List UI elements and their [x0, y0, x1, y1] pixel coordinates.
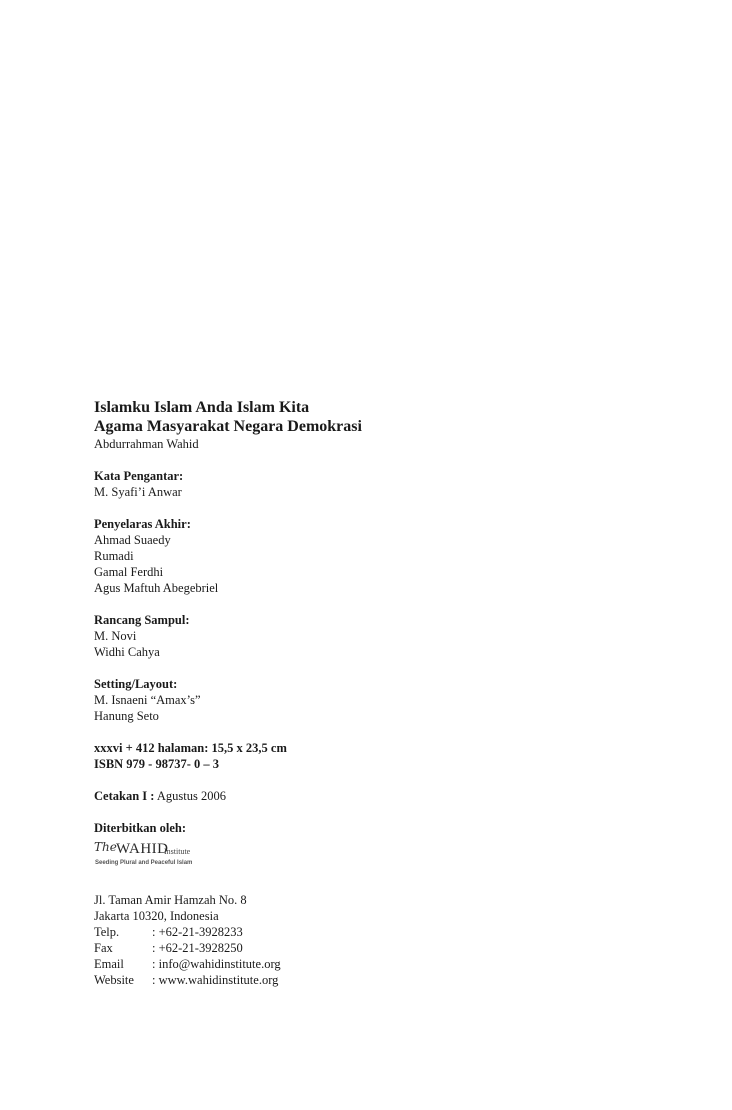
logo-tagline: Seeding Plural and Peaceful Islam [95, 860, 193, 866]
credit-name: Agus Maftuh Abegebriel [94, 581, 219, 595]
credit-label: Setting/Layout: [94, 677, 178, 691]
book-author: Abdurrahman Wahid [94, 437, 199, 451]
contact-key: Email [94, 957, 124, 971]
credit-layout [94, 676, 614, 724]
book-title: Islamku Islam Anda Islam Kita [94, 399, 310, 416]
contact-value: : +62-21-3928250 [152, 941, 243, 955]
contact-key: Website [94, 973, 134, 987]
credit-name: M. Novi [94, 629, 137, 643]
logo-institute: Institute [164, 847, 191, 856]
credit-label: Penyelaras Akhir: [94, 517, 191, 531]
address-line: Jl. Taman Amir Hamzah No. 8 [94, 893, 247, 907]
credit-name: M. Syafi’i Anwar [94, 485, 182, 499]
contact-value: : info@wahidinstitute.org [152, 957, 281, 971]
credit-name: Rumadi [94, 549, 134, 563]
credit-cover-design [94, 612, 614, 660]
edition-line [94, 788, 614, 804]
contact-row-phone [94, 924, 614, 940]
book-specs [94, 740, 614, 772]
credit-name: Widhi Cahya [94, 645, 160, 659]
publisher-label: Diterbitkan oleh: [94, 821, 187, 835]
edition-value: Agustus 2006 [156, 789, 226, 803]
contact-row-email [94, 956, 614, 972]
credit-name: Ahmad Suaedy [94, 533, 171, 547]
imprint-block [94, 398, 614, 988]
logo-name: WAHID [116, 841, 169, 857]
credit-name: Hanung Seto [94, 709, 159, 723]
credit-label: Kata Pengantar: [94, 469, 184, 483]
contact-value: : www.wahidinstitute.org [152, 973, 279, 987]
contact-key: Fax [94, 941, 113, 955]
isbn: ISBN 979 - 98737- 0 – 3 [94, 757, 220, 771]
credit-name: M. Isnaeni “Amax’s” [94, 693, 201, 707]
publisher-info [94, 820, 614, 988]
contact-row-website [94, 972, 614, 988]
credit-final-editors [94, 516, 614, 596]
contact-row-fax [94, 940, 614, 956]
book-subtitle: Agama Masyarakat Negara Demokrasi [94, 418, 362, 435]
edition-label: Cetakan I : [94, 789, 155, 803]
credit-label: Rancang Sampul: [94, 613, 190, 627]
wahid-institute-logo [94, 839, 234, 869]
contact-key: Telp. [94, 925, 120, 939]
address-line: Jakarta 10320, Indonesia [94, 909, 219, 923]
edition-info [94, 788, 614, 804]
contact-value: : +62-21-3928233 [152, 925, 243, 939]
publisher-address [94, 892, 614, 988]
logo-the: The [94, 840, 117, 854]
page-count: xxxvi + 412 halaman: 15,5 x 23,5 cm [94, 741, 287, 755]
credit-foreword [94, 468, 614, 500]
credit-name: Gamal Ferdhi [94, 565, 164, 579]
